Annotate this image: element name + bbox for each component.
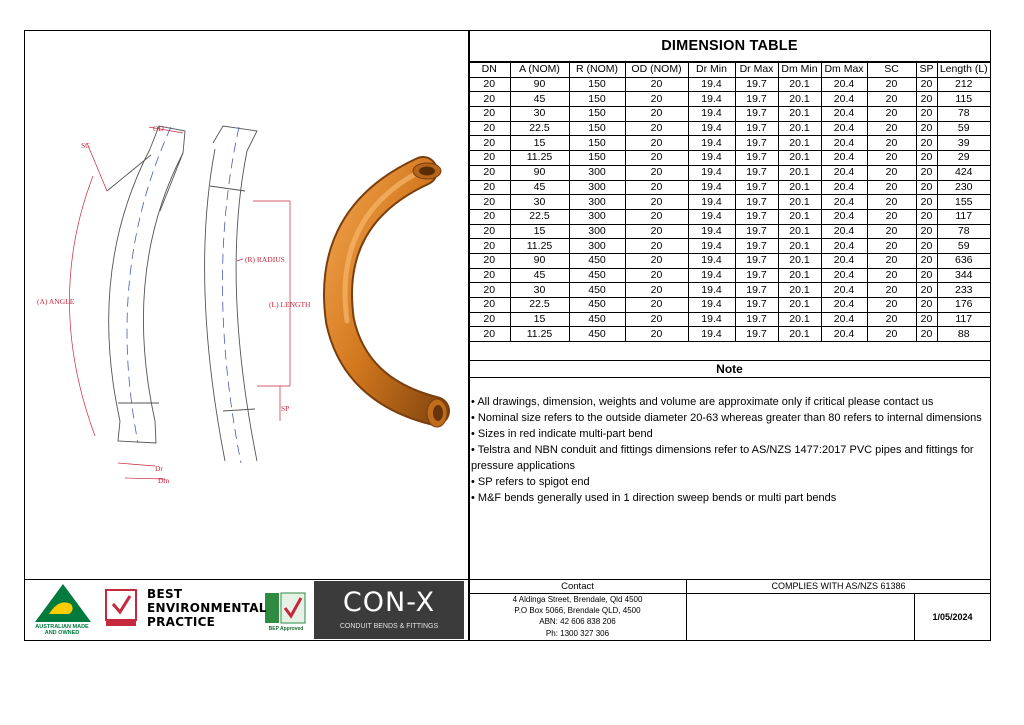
table-cell: 20 <box>625 327 688 342</box>
table-cell: 90 <box>510 253 569 268</box>
conx-logo <box>314 581 464 639</box>
table-cell: 20 <box>867 151 916 166</box>
table-cell: 20.1 <box>778 195 821 210</box>
column-header: Dr Min <box>688 63 735 78</box>
table-cell: 11.25 <box>510 327 569 342</box>
bend-3d-illustration <box>338 163 447 427</box>
table-cell: 150 <box>569 121 625 136</box>
table-cell: 20.4 <box>821 239 867 254</box>
dimension-labels <box>37 124 311 485</box>
table-cell: 59 <box>937 121 990 136</box>
bep-wordmark <box>147 587 267 629</box>
table-cell: 20 <box>916 209 937 224</box>
table-cell: 20 <box>625 136 688 151</box>
table-cell: 20 <box>625 195 688 210</box>
table-cell: 20 <box>625 224 688 239</box>
table-cell: 20 <box>625 121 688 136</box>
issue-date: 1/05/2024 <box>932 612 973 622</box>
table-cell: 19.7 <box>735 180 778 195</box>
table-cell: 20 <box>469 180 510 195</box>
table-cell: 20 <box>916 239 937 254</box>
table-cell: 22.5 <box>510 121 569 136</box>
table-cell: 20 <box>916 283 937 298</box>
table-cell: 300 <box>569 180 625 195</box>
table-cell: 20 <box>867 283 916 298</box>
table-cell: 20 <box>469 107 510 122</box>
table-cell: 19.4 <box>688 298 735 313</box>
table-cell: 20 <box>916 268 937 283</box>
centerline-left <box>127 127 171 443</box>
table-cell: 20.4 <box>821 298 867 313</box>
table-cell: 20.4 <box>821 121 867 136</box>
table-row <box>469 283 990 298</box>
table-cell: 19.4 <box>688 195 735 210</box>
table-cell: 78 <box>937 224 990 239</box>
aus-made-text: AUSTRALIAN MADE AND OWNED <box>35 624 89 636</box>
table-cell: 150 <box>569 151 625 166</box>
table-cell: 11.25 <box>510 151 569 166</box>
bep-line-1: BEST <box>147 587 183 601</box>
note-text: Sizes in red indicate multi-part bend <box>477 428 653 441</box>
dr-label: Dr <box>155 464 163 473</box>
table-cell: 20 <box>469 312 510 327</box>
table-cell: 20 <box>916 107 937 122</box>
table-cell: 22.5 <box>510 298 569 313</box>
table-cell: 90 <box>510 77 569 92</box>
note-item <box>471 490 988 506</box>
table-cell: 19.7 <box>735 239 778 254</box>
note-text: Telstra and NBN conduit and fittings dimensions refer to AS/NZS 1477:2017 PVC pipes and fittings for pressure applications <box>471 444 974 473</box>
conx-tagline: CONDUIT BENDS & FITTINGS <box>339 623 439 630</box>
table-cell: 20.4 <box>821 327 867 342</box>
table-cell: 20.4 <box>821 195 867 210</box>
table-cell: 20 <box>916 312 937 327</box>
table-cell: 19.7 <box>735 327 778 342</box>
note-title: Note <box>469 361 990 378</box>
table-cell: 11.25 <box>510 239 569 254</box>
table-cell: 19.7 <box>735 107 778 122</box>
table-cell: 117 <box>937 312 990 327</box>
table-cell: 19.7 <box>735 253 778 268</box>
table-cell: 20.1 <box>778 180 821 195</box>
table-cell: 59 <box>937 239 990 254</box>
table-cell: 20 <box>916 224 937 239</box>
bend-outline-left <box>107 126 185 443</box>
sp-label: SP <box>281 404 290 413</box>
table-cell: 19.7 <box>735 209 778 224</box>
table-cell: 155 <box>937 195 990 210</box>
column-header: A (NOM) <box>510 63 569 78</box>
table-cell: 450 <box>569 327 625 342</box>
table-cell: 20.1 <box>778 107 821 122</box>
centerline-right <box>222 127 241 463</box>
table-cell: 20.1 <box>778 121 821 136</box>
table-cell: 19.4 <box>688 312 735 327</box>
note-list <box>469 392 990 506</box>
table-cell: 19.7 <box>735 283 778 298</box>
column-header: Length (L) <box>937 63 990 78</box>
table-cell: 19.7 <box>735 151 778 166</box>
footer <box>25 579 990 641</box>
table-row <box>469 268 990 283</box>
table-row <box>469 92 990 107</box>
table-cell: 20 <box>867 268 916 283</box>
table-cell: 90 <box>510 165 569 180</box>
table-cell: 300 <box>569 195 625 210</box>
table-cell: 20 <box>469 283 510 298</box>
od-label: OD <box>153 124 164 133</box>
table-cell: 20.1 <box>778 239 821 254</box>
table-cell: 88 <box>937 327 990 342</box>
table-row <box>469 239 990 254</box>
table-cell: 150 <box>569 92 625 107</box>
table-cell: 20 <box>916 151 937 166</box>
column-header: OD (NOM) <box>625 63 688 78</box>
logo-strip <box>25 580 468 641</box>
table-cell: 20.1 <box>778 209 821 224</box>
table-cell: 45 <box>510 180 569 195</box>
table-cell: 20.4 <box>821 136 867 151</box>
table-cell: 20 <box>867 165 916 180</box>
table-cell: 22.5 <box>510 209 569 224</box>
table-cell: 20 <box>867 107 916 122</box>
bend-drawing-svg <box>25 31 468 579</box>
table-cell: 20 <box>469 298 510 313</box>
table-cell: 20.1 <box>778 312 821 327</box>
table-cell: 150 <box>569 136 625 151</box>
table-cell: 20.4 <box>821 180 867 195</box>
table-cell: 20.4 <box>821 253 867 268</box>
table-cell: 19.7 <box>735 92 778 107</box>
table-cell: 300 <box>569 209 625 224</box>
table-cell: 19.4 <box>688 268 735 283</box>
compliance-text: COMPLIES WITH AS/NZS 61386 <box>687 580 990 594</box>
table-cell: 20 <box>867 77 916 92</box>
note-spacer <box>469 378 990 392</box>
table-cell: 20 <box>916 327 937 342</box>
table-row <box>469 121 990 136</box>
table-cell: 19.4 <box>688 327 735 342</box>
table-cell: 450 <box>569 253 625 268</box>
table-row <box>469 209 990 224</box>
table-cell: 20.4 <box>821 92 867 107</box>
table-cell: 19.7 <box>735 268 778 283</box>
table-cell: 15 <box>510 312 569 327</box>
table-cell: 19.4 <box>688 121 735 136</box>
table-cell: 20 <box>625 92 688 107</box>
table-cell: 19.4 <box>688 239 735 254</box>
contact-line: Ph: 1300 327 306 <box>545 628 610 638</box>
table-cell: 20.4 <box>821 107 867 122</box>
table-cell: 20.4 <box>821 268 867 283</box>
table-cell: 20 <box>867 180 916 195</box>
note-item <box>471 410 988 426</box>
table-spacer <box>469 342 990 361</box>
table-cell: 20 <box>625 107 688 122</box>
table-cell: 20 <box>867 121 916 136</box>
table-cell: 300 <box>569 165 625 180</box>
note-item <box>471 442 988 474</box>
table-cell: 20.1 <box>778 136 821 151</box>
table-panel <box>469 31 990 506</box>
dm-label: Dm <box>158 476 170 485</box>
table-cell: 20.4 <box>821 312 867 327</box>
table-row <box>469 107 990 122</box>
table-cell: 212 <box>937 77 990 92</box>
table-cell: 19.7 <box>735 77 778 92</box>
table-cell: 20.1 <box>778 165 821 180</box>
dimension-table-body <box>469 77 990 341</box>
table-cell: 20 <box>625 268 688 283</box>
table-cell: 19.7 <box>735 136 778 151</box>
table-cell: 20.4 <box>821 151 867 166</box>
bep-approved-badge <box>265 593 305 623</box>
table-cell: 15 <box>510 224 569 239</box>
table-cell: 20 <box>625 253 688 268</box>
table-cell: 19.4 <box>688 209 735 224</box>
table-cell: 20 <box>625 312 688 327</box>
table-cell: 20 <box>916 298 937 313</box>
conx-brand: CON-X <box>342 587 436 618</box>
table-cell: 20.1 <box>778 298 821 313</box>
table-cell: 20 <box>625 151 688 166</box>
column-header: SC <box>867 63 916 78</box>
table-cell: 233 <box>937 283 990 298</box>
table-cell: 20.4 <box>821 224 867 239</box>
table-cell: 20 <box>867 136 916 151</box>
table-cell: 450 <box>569 268 625 283</box>
table-cell: 150 <box>569 107 625 122</box>
table-cell: 20 <box>867 298 916 313</box>
dimension-table-header <box>469 63 990 78</box>
contact-title: Contact <box>469 580 687 594</box>
note-text: All drawings, dimension, weights and volume are approximate only if critical please contact us <box>477 396 934 409</box>
table-cell: 19.7 <box>735 312 778 327</box>
table-cell: 117 <box>937 209 990 224</box>
table-cell: 30 <box>510 195 569 210</box>
table-cell: 20 <box>625 165 688 180</box>
bullet-icon: • <box>471 492 478 505</box>
table-cell: 20.4 <box>821 77 867 92</box>
table-cell: 30 <box>510 283 569 298</box>
length-label: (L) LENGTH <box>269 300 311 309</box>
note-text: SP refers to spigot end <box>477 476 590 489</box>
bep-line-2: ENVIRONMENTAL <box>147 601 267 615</box>
blank-cell <box>687 594 915 641</box>
table-cell: 30 <box>510 107 569 122</box>
bullet-icon: • <box>471 396 478 409</box>
table-cell: 20 <box>867 195 916 210</box>
table-cell: 20 <box>469 195 510 210</box>
table-cell: 20 <box>625 298 688 313</box>
dimension-table-title: DIMENSION TABLE <box>469 31 990 62</box>
table-cell: 20 <box>469 224 510 239</box>
table-cell: 19.7 <box>735 298 778 313</box>
table-cell: 19.4 <box>688 92 735 107</box>
column-header: DN <box>469 63 510 78</box>
column-header: R (NOM) <box>569 63 625 78</box>
table-row <box>469 165 990 180</box>
table-cell: 19.4 <box>688 107 735 122</box>
australian-made-logo <box>35 584 91 622</box>
table-cell: 39 <box>937 136 990 151</box>
table-cell: 20 <box>916 195 937 210</box>
table-cell: 20 <box>469 239 510 254</box>
table-cell: 636 <box>937 253 990 268</box>
table-cell: 300 <box>569 239 625 254</box>
table-cell: 45 <box>510 268 569 283</box>
angle-label: (A) ANGLE <box>37 297 75 306</box>
table-cell: 20.4 <box>821 165 867 180</box>
table-row <box>469 195 990 210</box>
table-cell: 20 <box>469 92 510 107</box>
table-row <box>469 224 990 239</box>
table-row <box>469 327 990 342</box>
note-text: Nominal size refers to the outside diameter 20-63 whereas greater than 80 refers to internal dimensions <box>477 412 982 425</box>
table-cell: 20 <box>469 253 510 268</box>
table-cell: 19.7 <box>735 121 778 136</box>
table-cell: 19.4 <box>688 165 735 180</box>
table-cell: 115 <box>937 92 990 107</box>
table-cell: 20 <box>916 165 937 180</box>
bullet-icon: • <box>471 476 478 489</box>
column-header: SP <box>916 63 937 78</box>
table-cell: 19.4 <box>688 253 735 268</box>
table-cell: 20.1 <box>778 327 821 342</box>
table-cell: 20 <box>469 136 510 151</box>
technical-drawing <box>25 31 468 579</box>
table-cell: 20 <box>867 312 916 327</box>
note-item <box>471 474 988 490</box>
note-text: M&F bends generally used in 1 direction sweep bends or multi part bends <box>477 492 837 505</box>
radius-label: (R) RADIUS <box>245 255 285 264</box>
table-cell: 20 <box>867 209 916 224</box>
column-header: Dm Max <box>821 63 867 78</box>
table-cell: 20 <box>625 239 688 254</box>
table-cell: 20.1 <box>778 253 821 268</box>
table-cell: 150 <box>569 77 625 92</box>
table-cell: 20 <box>469 327 510 342</box>
table-cell: 19.7 <box>735 224 778 239</box>
column-header: Dm Min <box>778 63 821 78</box>
table-cell: 20 <box>916 77 937 92</box>
table-cell: 78 <box>937 107 990 122</box>
table-cell: 19.7 <box>735 165 778 180</box>
note-item <box>471 394 988 410</box>
table-cell: 20 <box>625 283 688 298</box>
table-cell: 176 <box>937 298 990 313</box>
table-cell: 20 <box>916 253 937 268</box>
table-cell: 20 <box>625 77 688 92</box>
table-cell: 20 <box>867 239 916 254</box>
table-cell: 450 <box>569 283 625 298</box>
table-cell: 424 <box>937 165 990 180</box>
table-cell: 19.7 <box>735 195 778 210</box>
table-cell: 19.4 <box>688 77 735 92</box>
table-cell: 20 <box>867 224 916 239</box>
table-cell: 450 <box>569 298 625 313</box>
table-row <box>469 136 990 151</box>
contact-line: 4 Aldinga Street, Brendale, Qld 4500 <box>512 595 643 604</box>
bullet-icon: • <box>471 412 478 425</box>
table-row <box>469 298 990 313</box>
table-cell: 20.1 <box>778 224 821 239</box>
table-cell: 20 <box>916 136 937 151</box>
table-cell: 20 <box>469 121 510 136</box>
table-cell: 19.4 <box>688 180 735 195</box>
table-cell: 20 <box>625 180 688 195</box>
table-cell: 20.1 <box>778 283 821 298</box>
table-row <box>469 180 990 195</box>
table-cell: 230 <box>937 180 990 195</box>
table-cell: 20 <box>469 165 510 180</box>
table-cell: 20 <box>469 151 510 166</box>
table-cell: 15 <box>510 136 569 151</box>
bend-outline-right <box>205 126 257 461</box>
table-cell: 19.4 <box>688 283 735 298</box>
table-cell: 20 <box>867 92 916 107</box>
table-cell: 20 <box>867 253 916 268</box>
sc-label: SC <box>81 141 91 150</box>
table-row <box>469 151 990 166</box>
spec-sheet <box>24 30 991 641</box>
contact-details <box>469 594 687 641</box>
table-cell: 20.1 <box>778 151 821 166</box>
bullet-icon: • <box>471 444 478 457</box>
table-cell: 20 <box>916 180 937 195</box>
table-cell: 20 <box>916 121 937 136</box>
table-cell: 344 <box>937 268 990 283</box>
contact-line: ABN: 42 606 838 206 <box>539 617 616 627</box>
table-cell: 20 <box>469 77 510 92</box>
bep-approved-text: BEP Approved <box>268 626 304 632</box>
note-item <box>471 426 988 442</box>
table-cell: 19.4 <box>688 136 735 151</box>
bep-check-logo <box>106 590 136 626</box>
table-row <box>469 312 990 327</box>
table-cell: 300 <box>569 224 625 239</box>
column-header: Dr Max <box>735 63 778 78</box>
table-cell: 20 <box>916 92 937 107</box>
table-cell: 20 <box>625 209 688 224</box>
table-cell: 20 <box>469 268 510 283</box>
contact-line: P.O Box 5066, Brendale QLD, 4500 <box>514 606 641 616</box>
table-row <box>469 77 990 92</box>
table-cell: 20.1 <box>778 92 821 107</box>
bullet-icon: • <box>471 428 478 441</box>
table-cell: 20.4 <box>821 209 867 224</box>
table-cell: 450 <box>569 312 625 327</box>
table-cell: 20.4 <box>821 283 867 298</box>
table-cell: 20.1 <box>778 77 821 92</box>
table-cell: 29 <box>937 151 990 166</box>
bep-line-3: PRACTICE <box>147 615 216 629</box>
dimension-table <box>469 62 990 342</box>
table-row <box>469 253 990 268</box>
table-cell: 20 <box>469 209 510 224</box>
dimension-lines <box>69 127 290 479</box>
table-cell: 20.1 <box>778 268 821 283</box>
table-cell: 20 <box>867 327 916 342</box>
table-cell: 45 <box>510 92 569 107</box>
table-cell: 19.4 <box>688 151 735 166</box>
table-cell: 19.4 <box>688 224 735 239</box>
